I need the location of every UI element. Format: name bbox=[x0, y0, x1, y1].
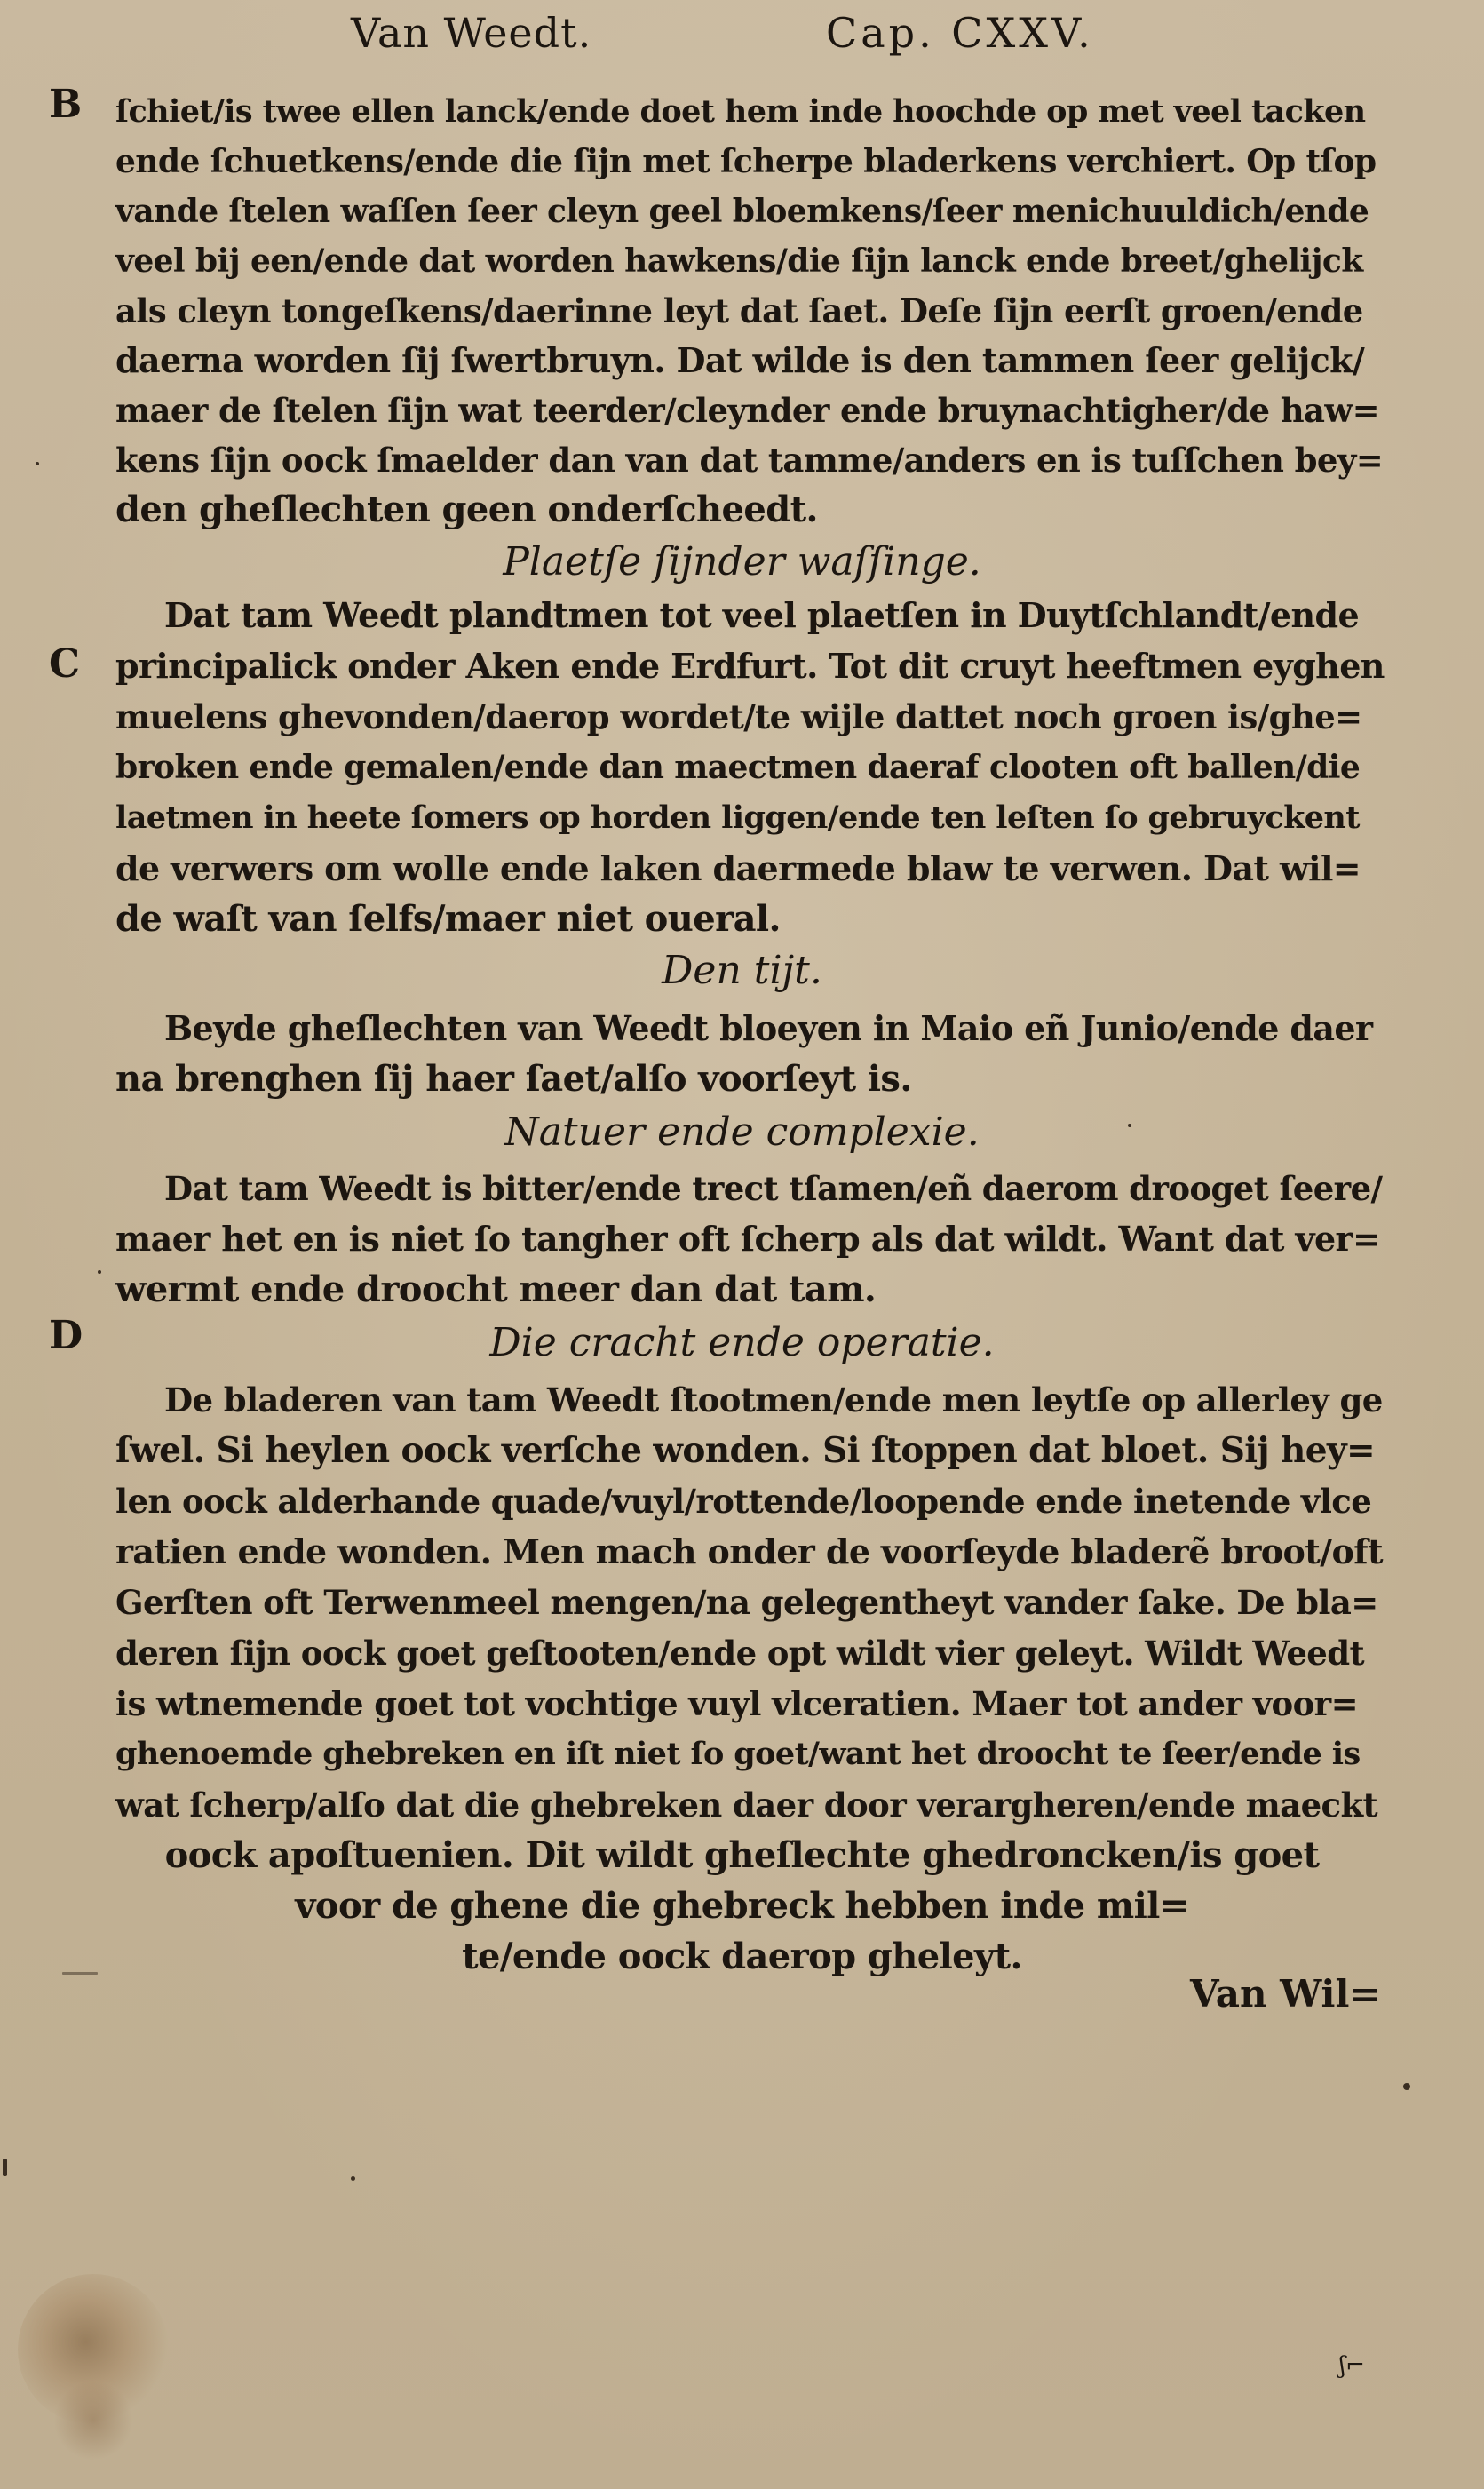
header-title: Van Weedt. bbox=[351, 9, 592, 57]
chapter-number: Cap. CXXV. bbox=[826, 9, 1094, 57]
section-heading-nature: Natuer ende complexie. bbox=[504, 1109, 980, 1155]
text-line: ende ſchuetkens/ende die ſijn met ſcherpe bladerkens verchiert. Op tſop bbox=[115, 143, 1377, 180]
text-line: na brenghen ſij haer ſaet/alſo voorſeyt is. bbox=[115, 1058, 912, 1100]
text-line: Beyde gheſlechten van Weedt bloeyen in Maio eñ Junio/ende daer bbox=[164, 1008, 1373, 1048]
text-line: Gerſten oft Terwenmeel mengen/na gelegentheyt vander ſake. De bla= bbox=[115, 1583, 1378, 1622]
ink-speck bbox=[351, 2176, 355, 2181]
text-line: den gheſlechten geen onderſcheedt. bbox=[115, 489, 818, 530]
text-line: vande ſtelen waſſen ſeer cleyn geel bloemkens/ſeer menichuuldich/ende bbox=[115, 193, 1369, 230]
text-line-centered: voor de ghene die ghebreck hebben inde mil= bbox=[295, 1885, 1189, 1927]
text-line-centered: oock apoſtuenien. Dit wildt gheſlechte ghedroncken/is goet bbox=[164, 1834, 1320, 1876]
text-line: ſwel. Si heylen oock verſche wonden. Si ſtoppen dat bloet. Sij hey= bbox=[115, 1430, 1376, 1471]
text-line: deren ſijn oock goet geſtooten/ende opt wildt vier geleyt. Wildt Weedt bbox=[115, 1634, 1364, 1673]
ink-speck bbox=[3, 2159, 7, 2176]
text-line: is wtnemende goet tot vochtige vuyl vlceratien. Maer tot ander voor= bbox=[115, 1684, 1358, 1723]
ink-speck bbox=[1403, 2083, 1410, 2090]
text-line: ſchiet/is twee ellen lanck/ende doet hem inde hoochde op met veel tacken bbox=[115, 93, 1366, 130]
text-line: kens ſijn oock ſmaelder dan van dat tamme/anders en is tuſſchen bey= bbox=[115, 441, 1384, 480]
ink-speck bbox=[98, 1270, 101, 1274]
water-stain-small bbox=[53, 2381, 133, 2461]
text-line: laetmen in heete ſomers op horden liggen/ende ten leſten ſo gebruyckent bbox=[115, 799, 1360, 836]
text-line: als cleyn tongeſkens/daerinne leyt dat ſaet. Deſe ſijn eerſt groen/ende bbox=[115, 291, 1363, 330]
ink-speck bbox=[36, 462, 39, 465]
text-line: principalick onder Aken ende Erdfurt. Tot dit cruyt heeftmen eyghen bbox=[115, 646, 1385, 686]
text-line: daerna worden ſij ſwertbruyn. Dat wilde is den tammen ſeer gelijck/ bbox=[115, 340, 1365, 380]
text-line: wermt ende droocht meer dan dat tam. bbox=[115, 1268, 877, 1310]
text-line: len oock alderhande quade/vuyl/rottende/loopende ende inetende vlce bbox=[115, 1482, 1372, 1521]
text-line: maer het en is niet ſo tangher oft ſcherp als dat wildt. Want dat ver= bbox=[115, 1219, 1381, 1259]
text-line: Dat tam Weedt plandtmen tot veel plaetſen in Duytſchlandt/ende bbox=[164, 595, 1360, 635]
margin-letter-c: C bbox=[49, 641, 81, 687]
text-line: veel bij een/ende dat worden hawkens/die ſijn lanck ende breet/ghelijck bbox=[115, 243, 1363, 280]
text-line: De bladeren van tam Weedt ſtootmen/ende men leytſe op allerley ge bbox=[164, 1380, 1383, 1419]
section-heading-time: Den tijt. bbox=[662, 948, 822, 993]
text-line: Dat tam Weedt is bitter/ende trect tſamen/eñ daerom drooget ſeere/ bbox=[164, 1169, 1383, 1208]
section-heading-places: Plaetſe ſijnder waſſinge. bbox=[503, 539, 981, 584]
text-line: muelens ghevonden/daerop wordet/te wijle dattet noch groen is/ghe= bbox=[115, 697, 1362, 736]
text-line: maer de ſtelen ſijn wat teerder/cleynder ende bruynachtigher/de haw= bbox=[115, 391, 1380, 430]
margin-letter-d: D bbox=[49, 1313, 83, 1358]
text-line: broken ende gemalen/ende dan maectmen daeraf clooten oft ballen/die bbox=[115, 749, 1361, 786]
text-line-centered: te/ende oock daerop gheleyt. bbox=[462, 1936, 1022, 1977]
running-header bbox=[0, 9, 1484, 62]
catchword: Van Wil= bbox=[1190, 1972, 1381, 2016]
text-line: de waſt van ſelfs/maer niet oueral. bbox=[115, 898, 781, 940]
text-line: ghenoemde ghebreken en iſt niet ſo goet/want het droocht te ſeer/ende is bbox=[115, 1736, 1361, 1772]
text-line: wat ſcherp/alſo dat die ghebreken daer door verargheren/ende maeckt bbox=[115, 1785, 1377, 1825]
text-line: de verwers om wolle ende laken daermede blaw te verwen. Dat wil= bbox=[115, 848, 1361, 888]
text-line: ratien ende wonden. Men mach onder de voorſeyde bladerẽ broot/oft bbox=[115, 1531, 1383, 1571]
margin-letter-b: B bbox=[49, 82, 83, 127]
section-heading-operation: Die cracht ende operatie. bbox=[489, 1320, 995, 1365]
page-mark: ʃ⌐ bbox=[1339, 2352, 1365, 2379]
